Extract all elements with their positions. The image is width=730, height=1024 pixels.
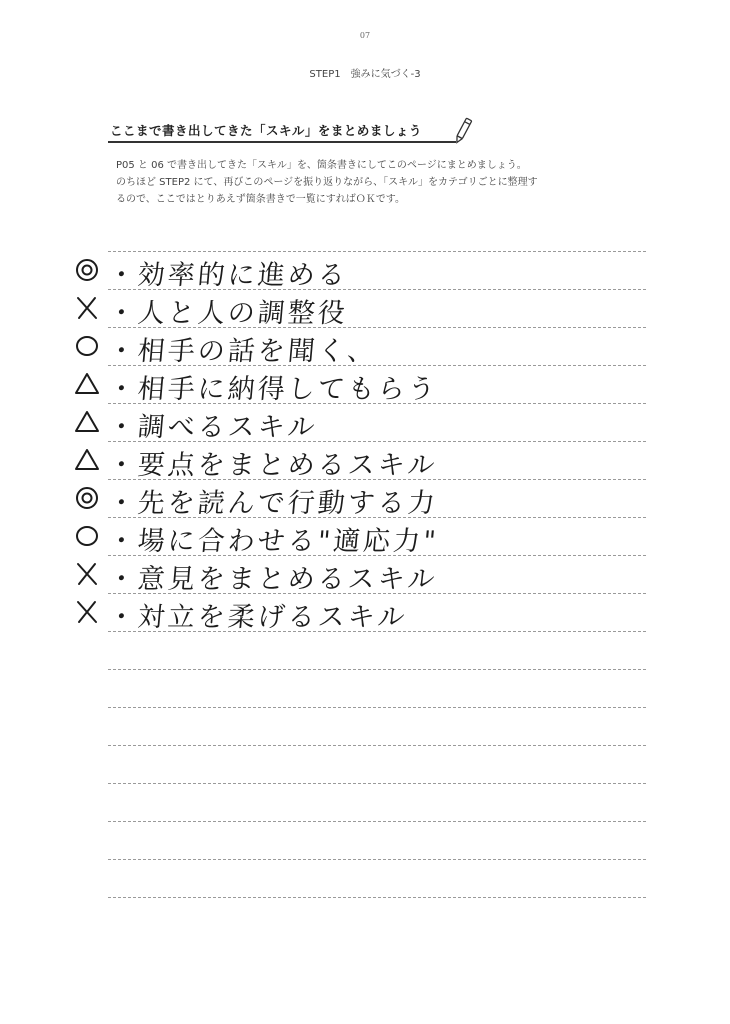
skill-entry — [0, 289, 730, 327]
ruled-line — [108, 859, 646, 860]
skill-text: ・意見をまとめるスキル — [106, 564, 439, 595]
skill-entry — [0, 403, 730, 441]
skill-entry — [0, 327, 730, 365]
skill-text: ・場に合わせる"適応力" — [106, 526, 440, 557]
skill-text: ・効率的に進める — [106, 260, 350, 291]
skill-entry — [0, 555, 730, 593]
ruled-line — [108, 669, 646, 670]
cross-mark-icon — [72, 293, 102, 323]
instruction-line: のちほど STEP2 にて、再びこのページを振り返りながら、「スキル」をカテゴリごとに整理す — [116, 177, 538, 188]
instruction-line: るので、ここではとりあえず箇条書きで一覧にすればＯＫです。 — [116, 194, 405, 205]
ruled-line — [108, 707, 646, 708]
double-circle-mark-icon — [72, 255, 102, 285]
skill-entry — [0, 479, 730, 517]
cross-mark-icon — [72, 559, 102, 589]
ruled-line — [108, 897, 646, 898]
skill-text: ・相手の話を聞く、 — [106, 336, 379, 367]
skill-entry — [0, 251, 730, 289]
circle-mark-icon — [72, 521, 102, 551]
skill-entry — [0, 593, 730, 631]
skill-text: ・人と人の調整役 — [106, 298, 350, 329]
skill-text: ・対立を柔げるスキル — [106, 602, 409, 633]
circle-mark-icon — [72, 331, 102, 361]
ruled-line — [108, 783, 646, 784]
skill-text: ・先を読んで行動する力 — [106, 488, 440, 519]
page-number: 07 — [359, 31, 371, 40]
skill-text: ・要点をまとめるスキル — [106, 450, 439, 481]
skill-text: ・相手に納得してもらう — [106, 374, 440, 405]
triangle-mark-icon — [72, 369, 102, 399]
instruction-line: P05 と 06 で書き出してきた「スキル」を、箇条書きにしてこのページにまとめましょう。 — [116, 160, 527, 171]
ruled-line — [108, 821, 646, 822]
skill-entry — [0, 365, 730, 403]
step-label: STEP1 強みに気づく-3 — [309, 69, 421, 80]
section-title: ここまで書き出してきた「スキル」をまとめましょう — [110, 123, 422, 138]
double-circle-mark-icon — [72, 483, 102, 513]
cross-mark-icon — [72, 597, 102, 627]
ruled-line — [108, 745, 646, 746]
skill-entry — [0, 517, 730, 555]
skill-text: ・調べるスキル — [106, 412, 319, 443]
triangle-mark-icon — [72, 407, 102, 437]
triangle-mark-icon — [72, 445, 102, 475]
skill-entry — [0, 441, 730, 479]
